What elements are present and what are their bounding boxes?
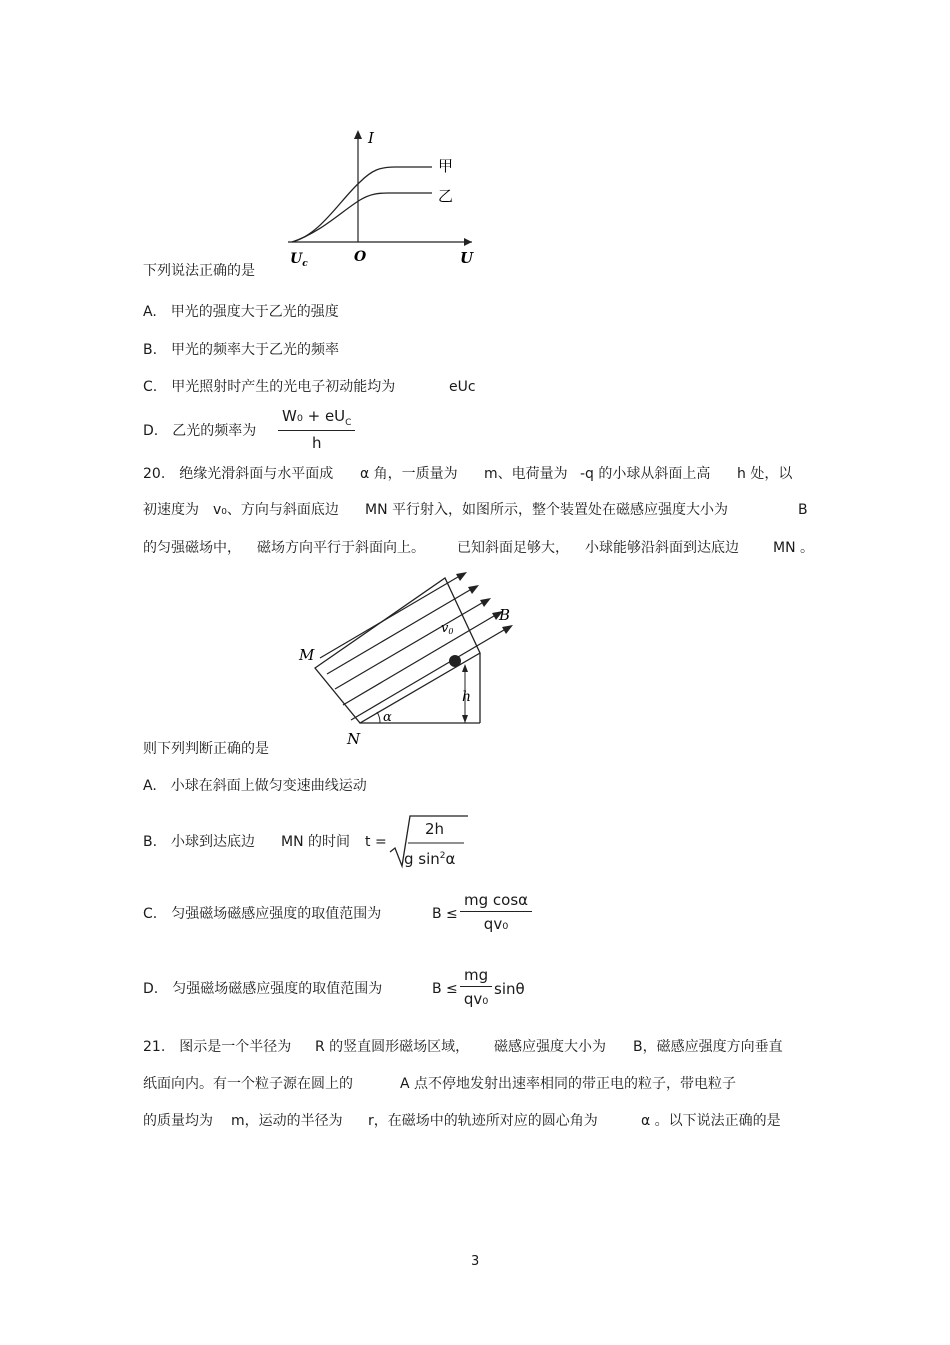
label-v0: v0 [441, 621, 454, 636]
q20-d-numerator: mg [460, 966, 492, 987]
i-axis-arrow [354, 130, 362, 139]
label-n: N [347, 730, 361, 748]
q21-line1-b: R 的竖直圆形磁场区域， [315, 1039, 470, 1055]
q20-line3-e: MN 。 [773, 540, 815, 556]
q19-d-numerator: W₀ + eU [282, 407, 346, 425]
q20-option-c-fraction [460, 891, 532, 933]
q20-option-d-lhs: B ≤ [432, 981, 458, 997]
q20-prompt: 则下列判断正确的是 [143, 741, 269, 757]
q20-b-den-sup: 2 [439, 851, 446, 861]
q19-option-d-fraction [278, 407, 355, 452]
q21-line3-b: m，运动的半径为 [231, 1113, 343, 1129]
q19-prompt: 下列说法正确的是 [143, 263, 255, 279]
q20-option-d-tail: sinθ [494, 980, 525, 998]
q21-line2-a: 纸面向内。有一个粒子源在圆上的 [143, 1076, 353, 1092]
q20-b-numerator: 2h [425, 820, 445, 838]
curve-jia [292, 167, 432, 242]
uc-label: $U_c$ [290, 251, 308, 269]
q20-b-den-main: g sin [404, 850, 440, 868]
q20-line1-e: h 处，以 [737, 466, 793, 482]
q19-d-denominator: h [311, 434, 322, 452]
q21-line1-c: 磁感应强度大小为 [494, 1039, 606, 1055]
q21-line3-d: α 。以下说法正确的是 [641, 1113, 781, 1129]
q21-line1-a: 21. 图示是一个半径为 [143, 1039, 292, 1055]
h-arrow-bottom [462, 715, 468, 723]
q20-option-d-fraction [460, 966, 492, 1008]
q21-line1-d: B，磁感应强度方向垂直 [633, 1039, 783, 1055]
q20-option-b: B. 小球到达底边 [143, 834, 256, 850]
page-number: 3 [471, 1254, 480, 1269]
origin-label: O [354, 249, 367, 265]
q20-b-denominator [404, 847, 455, 868]
q19-option-c: C. 甲光照射时产生的光电子初动能均为 [143, 379, 396, 395]
label-alpha: α [383, 710, 392, 725]
q21-line3-a: 的质量均为 [143, 1113, 213, 1129]
q20-line2-d: B [798, 502, 808, 518]
curve-yi-label: 乙 [438, 187, 454, 205]
ball [449, 655, 461, 667]
q20-line2-c: MN 平行射入，如图所示，整个装置处在磁感应强度大小为 [365, 502, 729, 518]
label-h: h [462, 689, 472, 705]
q20-b-den-tail: α [445, 850, 456, 868]
q20-line2-a: 初速度为 [143, 502, 199, 518]
q20-option-c-lhs: B ≤ [432, 906, 458, 922]
q20-c-numerator: mg cosα [460, 891, 532, 912]
q19-d-numerator-sub: C [345, 418, 352, 428]
q20-line3-d: 小球能够沿斜面到达底边 [585, 540, 739, 556]
q20-line1-a: 20. 绝缘光滑斜面与水平面成 [143, 466, 334, 482]
q20-option-d: D. 匀强磁场磁感应强度的取值范围为 [143, 981, 383, 997]
q20-line1-b: α 角，一质量为 [360, 466, 458, 482]
field-arrowheads [456, 572, 513, 634]
iu-graph [280, 125, 480, 270]
alpha-arc [377, 712, 380, 723]
q21-line3-c: r，在磁场中的轨迹所对应的圆心角为 [368, 1113, 598, 1129]
i-axis-label: I [368, 129, 374, 147]
incline-figure [295, 568, 525, 748]
q19-option-c-value: eUc [449, 379, 476, 395]
u-axis-arrow [464, 238, 472, 246]
q20-option-b-t: t = [365, 834, 387, 850]
label-b: B [499, 606, 511, 624]
h-arrow-top [462, 664, 468, 672]
q20-line3-a: 的匀强磁场中， [143, 540, 241, 556]
q20-line3-c: 已知斜面足够大， [457, 540, 569, 556]
q20-line1-c: m、电荷量为 [484, 466, 568, 482]
q19-option-a: A. 甲光的强度大于乙光的强度 [143, 304, 339, 320]
q20-line3-b: 磁场方向平行于斜面向上。 [257, 540, 425, 556]
curve-jia-label: 甲 [438, 157, 454, 175]
q19-option-b: B. 甲光的频率大于乙光的频率 [143, 342, 340, 358]
incline-plane [315, 578, 480, 723]
q20-line2-b: v₀、方向与斜面底边 [213, 502, 339, 518]
q20-line1-d: -q 的小球从斜面上高 [580, 466, 711, 482]
q19-option-d: D. 乙光的频率为 [143, 423, 257, 439]
q20-option-c: C. 匀强磁场磁感应强度的取值范围为 [143, 906, 382, 922]
u-axis-label: U [460, 249, 474, 267]
curve-yi [292, 193, 432, 242]
label-m: M [299, 646, 315, 664]
q21-line2-b: A 点不停地发射出速率相同的带正电的粒子，带电粒子 [400, 1076, 737, 1092]
q20-d-denominator: qv₀ [463, 990, 489, 1008]
q20-c-denominator: qv₀ [483, 915, 509, 933]
q20-option-b-mid: MN 的时间 [281, 834, 351, 850]
q20-option-a: A. 小球在斜面上做匀变速曲线运动 [143, 778, 367, 794]
